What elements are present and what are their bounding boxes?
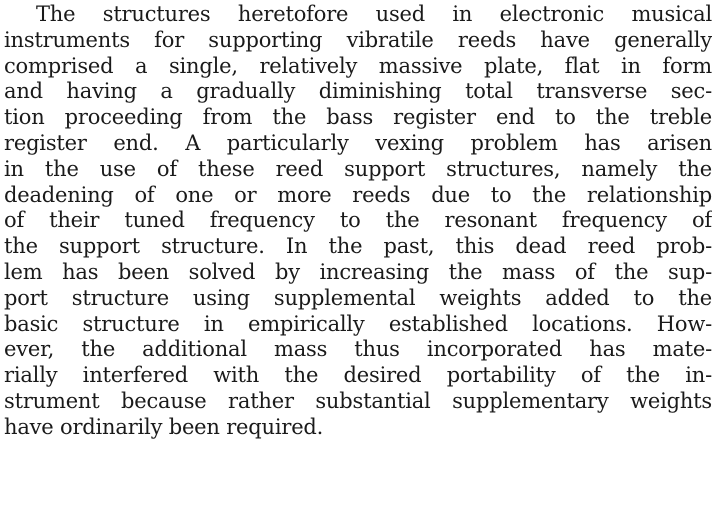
text-line: lem has been solved by increasing the mass of the sup- [4, 259, 712, 284]
text-line: basic structure in empirically established locations. How- [4, 311, 712, 336]
text-line: the support structure. In the past, this dead reed prob- [4, 234, 712, 259]
text-line: and having a gradually diminishing total transverse sec- [4, 79, 712, 104]
text-line: port structure using supplemental weights added to the [4, 285, 712, 310]
text-line: The structures heretofore used in electronic musical [36, 2, 712, 26]
body-paragraph [4, 2, 712, 441]
text-line: comprised a single, relatively massive plate, flat in form [4, 53, 712, 78]
text-line: in the use of these reed support structures, namely the [4, 156, 712, 181]
text-line: have ordinarily been required. [4, 414, 324, 439]
text-line: tion proceeding from the bass register end to the treble [4, 105, 712, 130]
text-line: register end. A particularly vexing problem has arisen [4, 130, 712, 155]
text-line: of their tuned frequency to the resonant frequency of [4, 208, 712, 233]
text-line: strument because rather substantial supplementary weights [4, 388, 712, 413]
text-line: ever, the additional mass thus incorporated has mate- [4, 337, 712, 362]
text-line: deadening of one or more reeds due to the relationship [4, 182, 712, 207]
text-line: rially interfered with the desired portability of the in- [4, 363, 712, 388]
text-line: instruments for supporting vibratile reeds have generally [4, 27, 712, 52]
